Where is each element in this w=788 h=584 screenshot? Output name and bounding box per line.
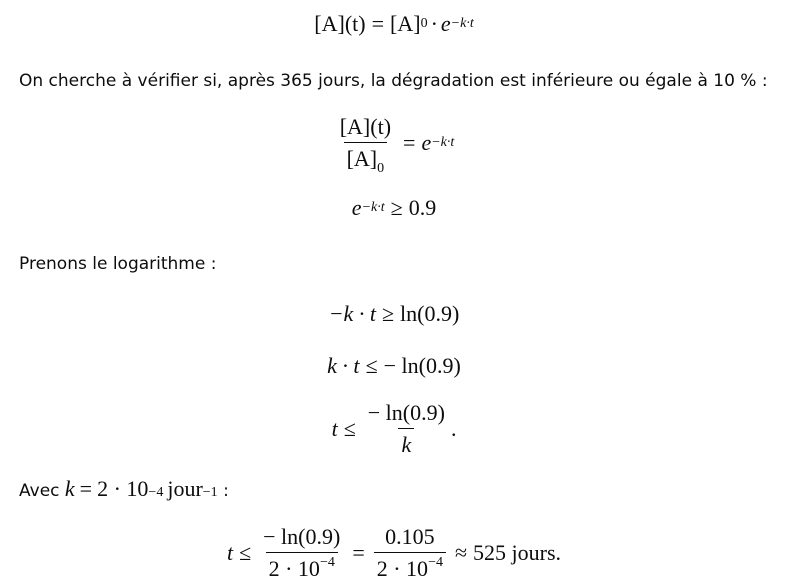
eq1-e: e [440, 11, 451, 36]
eq7-approx: ≈ [454, 540, 468, 565]
paragraph-verify: On cherche à vérifier si, après 365 jours, la dégradation est inférieure ou égale à 10 % : [19, 71, 768, 91]
eq1-rhs-base: [A] [390, 11, 421, 36]
eq6-lhs: t [331, 416, 338, 441]
eq7-f2-numerator: 0.105 [385, 524, 435, 549]
eq7-f2-denominator [374, 552, 446, 582]
eq7-f1-denominator [266, 552, 338, 582]
equation-decay-law: [A](t) = [A] 0 · e −k·t [314, 11, 474, 36]
eq1-lhs: [A](t) [314, 11, 366, 36]
eq7-f1-den-exp: −4 [319, 555, 335, 570]
paragraph-with-k: Avec k = 2 · 10 −4 jour −1 : [19, 476, 229, 501]
eq3-e: e [351, 195, 362, 220]
eq7-equals: = [352, 540, 365, 565]
eq6-op: ≤ [343, 416, 356, 441]
eq5-rhs: − ln(0.9) [383, 353, 461, 378]
eq4-lhs: −k · t [328, 301, 376, 326]
eq7-f2-den-exp: −4 [428, 555, 443, 570]
eq2-equals: = [403, 130, 416, 155]
eq7-f1-den-base: 2 · 10 [268, 556, 320, 581]
equation-ratio: $\frac{[A](t)}{[A]_0}$ = e −k·t [0, 112, 788, 174]
eq2-numerator: [A](t) [339, 114, 392, 139]
eq5-op: ≤ [365, 353, 378, 378]
eq2-denominator [344, 142, 388, 176]
eq1-equals: = [371, 11, 385, 36]
eq7-op: ≤ [239, 540, 252, 565]
eq7-f2-den-base: 2 · 10 [376, 556, 429, 581]
text3-eq: = [79, 476, 93, 501]
eq6-fraction [365, 400, 448, 458]
eq6-numerator: − ln(0.9) [367, 400, 445, 425]
eq5-lhs: k · t [327, 353, 360, 378]
eq4-rhs: ln(0.9) [400, 301, 460, 326]
equation-t-bound [0, 398, 788, 460]
eq3-op: ≥ [390, 195, 403, 220]
eq6-end: . [450, 416, 457, 441]
eq7-lhs: t [226, 540, 234, 565]
eq2-e: e [421, 130, 432, 155]
equation-inequality-exp: e −k·t ≥ 0.9 [351, 195, 437, 220]
eq7-f1-numerator: − ln(0.9) [263, 524, 341, 549]
eq4-op: ≥ [381, 301, 395, 326]
text3-suffix: : [217, 481, 229, 501]
text3-k: k [64, 476, 75, 501]
eq7-fraction-1 [260, 524, 343, 582]
eq2-den-sub: 0 [377, 161, 385, 176]
text3-prefix: Avec [19, 481, 65, 501]
eq2-den-base: [A] [346, 146, 378, 171]
eq2-fraction [337, 114, 394, 176]
eq1-dot: · [430, 11, 438, 36]
text3-val: 2 · 10 [97, 476, 149, 501]
eq6-denominator: k [398, 428, 414, 458]
text3-unit: jour [167, 476, 203, 501]
equation-log-1 [0, 298, 788, 330]
eq7-fraction-2 [374, 524, 446, 582]
eq7-result: 525 jours. [473, 540, 562, 565]
paragraph-logarithm: Prenons le logarithme : [19, 254, 217, 274]
eq3-rhs: 0.9 [408, 195, 437, 220]
equation-log-2 [0, 350, 788, 382]
equation-final [0, 522, 788, 584]
